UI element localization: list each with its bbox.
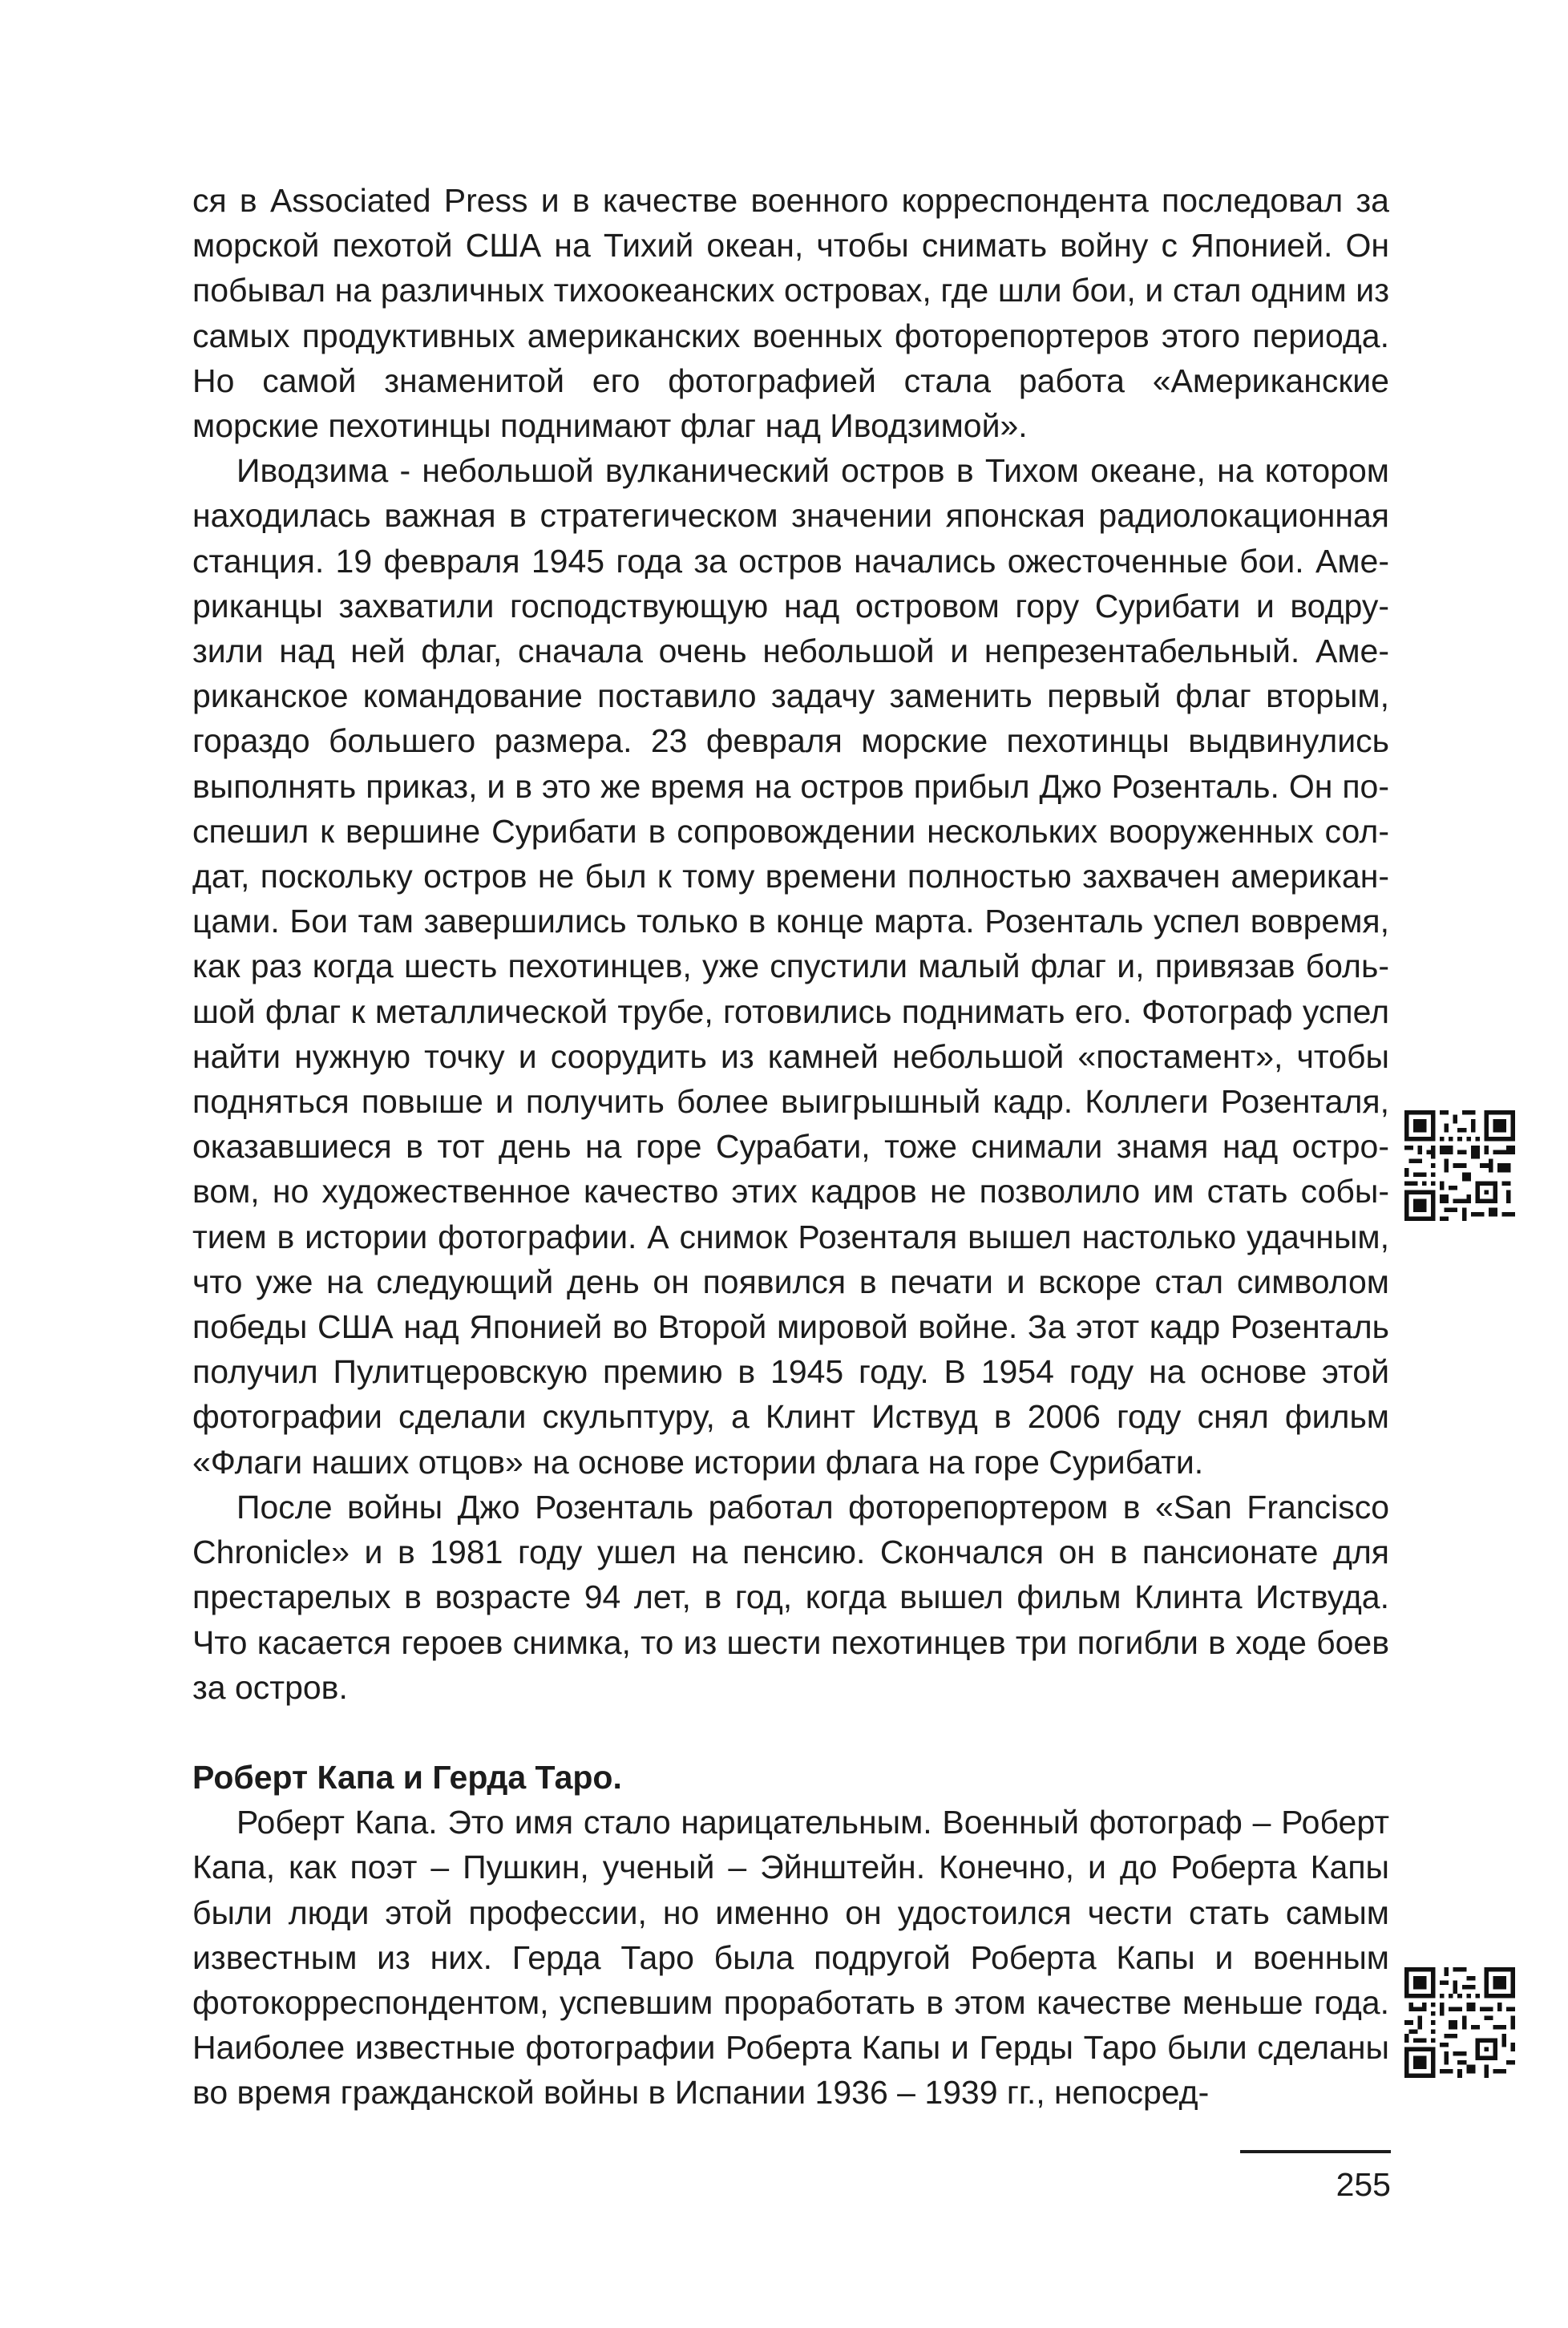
footer-rule: [1240, 2150, 1391, 2153]
paragraph-iwo-jima: Иводзима - небольшой вулканический остров в Тихом океане, на котором находилась важная в стратегическом значении японская радиолокационная станция. 19 февраля 1945 года за остров начались ожесточенные бои. Американцы захватили господствующую над островом гору Сурибати и водрузили над ней флаг, сначала очень небольшой и непрезентабельный. Американское командование поставило задачу заменить первый флаг вторым, гораздо большего размера. 23 февраля морские пехотинцы выдвинулись выполнять приказ, и в это же время на остров прибыл Джо Розенталь. Он поспешил к вершине Сурибати в сопровождении нескольких вооруженных солдат, поскольку остров не был к тому времени полностью захвачен американцами. Бои там завершились только в конце марта. Розенталь успел вовремя, как раз когда шесть пехотинцев, уже спустили малый флаг и, привязав большой флаг к металлической трубе, готовились поднимать его. Фотограф успел найти нужную точку и соорудить из камней небольшой «постамент», чтобы подняться повыше и получить более выигрышный кадр. Коллеги Розенталя, оказавшиеся в тот день на горе Сурабати, тоже снимали знамя над островом, но художественное качество этих кадров не позволило им стать событием в истории фотографии. А снимок Розенталя вышел настолько удачным, что уже на следующий день он появился в печати и вскоре стал символом победы США над Японией во Второй мировой войне. За этот кадр Розенталь получил Пулитцеровскую премию в 1945 году. В 1954 году на основе этой фотографии сделали скульптуру, а Клинт Иствуд в 2006 году снял фильм «Флаги наших отцов» на основе истории флага на горе Сурибати.: [192, 452, 1389, 1481]
qr-code-iwo-jima[interactable]: [1404, 1110, 1515, 1221]
qr-code-icon: [1404, 1967, 1515, 2078]
qr-code-capa-taro[interactable]: [1404, 1967, 1515, 2078]
page-number: 255: [1336, 2166, 1391, 2203]
paragraph-continuation: ся в Associated Press и в качестве военного корреспондента последовал за морской пехотой США на Тихий океан, чтобы снимать войну с Японией. Он побывал на различных тихоокеанских островах, где шли бои, и стал одним из самых продуктивных американских военных фоторепортеров этого периода. Но самой знаменитой его фотографией стала работа «Американские морские пехотинцы поднимают флаг над Иводзимой».: [192, 182, 1389, 445]
paragraph-capa-taro: Роберт Капа. Это имя стало нарицательным. Военный фотограф – Роберт Капа, как поэт – Пушкин, ученый – Эйнштейн. Конечно, и до Роберта Капы были люди этой профессии, но именно он удостоился чести стать самым известным из них. Герда Таро была подругой Роберта Капы и военным фотокорреспондентом, успевшим проработать в этом качестве меньше года. Наиболее известные фотографии Роберта Капы и Герды Таро были сделаны во время гражданской войны в Испании 1936 – 1939 гг., непосред-: [192, 1804, 1389, 2112]
qr-code-icon: [1404, 1110, 1515, 1221]
body-text: [192, 178, 1389, 2116]
section-heading: Роберт Капа и Герда Таро.: [192, 1758, 622, 1796]
paragraph-after-war: После войны Джо Розенталь работал фоторепортером в «San Francisco Chronicle» и в 1981 году ушел на пенсию. Скончался он в пансионате для престарелых в возрасте 94 лет, в год, когда вышел фильм Клинта Иствуда. Что касается героев снимка, то из шести пехотинцев три погибли в ходе боев за остров.: [192, 1488, 1389, 1706]
section-gap: [192, 1710, 1389, 1755]
